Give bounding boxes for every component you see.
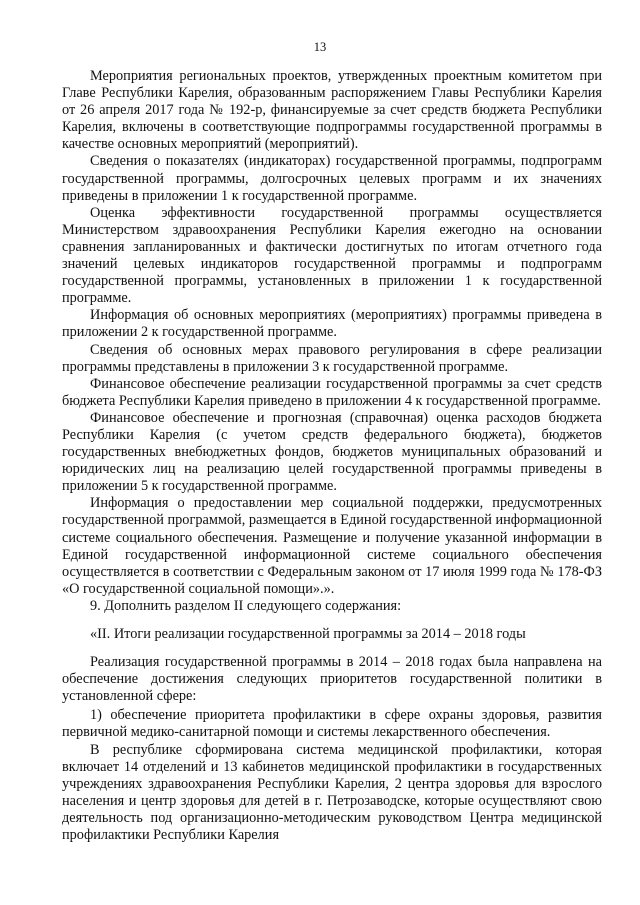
paragraph-legal-regulation: Сведения об основных мерах правового регулирования в сфере реализации программы представлены в приложении 3 к государственной программе. bbox=[62, 341, 602, 375]
paragraph-social-support-info: Информация о предоставлении мер социальной поддержки, предусмотренных государственной программой, размещается в Единой государственной информационной системе социального обеспечения. Размещение и получение указанной информации в Единой государственной информационной системе социального обеспечения осуществляется в соответствии с Федеральным законом от 17 июля 1999 года № 178-ФЗ «О государственной социальной помощи».». bbox=[62, 495, 602, 597]
section-title: «II. Итоги реализации государственной программы за 2014 – 2018 годы bbox=[90, 626, 526, 642]
paragraph-financial-support: Финансовое обеспечение реализации государственной программы за счет средств бюджета Республики Карелия приведено в приложении 4 к государственной программе. bbox=[62, 375, 602, 409]
page-number: 13 bbox=[313, 40, 327, 54]
paragraph-regional-projects: Мероприятия региональных проектов, утвержденных проектным комитетом при Главе Республики Карелия, образованным распоряжением Главы Республики Карелия от 26 апреля 2017 года № 192-р, финансируемые за счет средств бюджета Республики Карелия, включены в соответствующие подпрограммы государственной программы в качестве основных мероприятий (мероприятий). bbox=[62, 68, 602, 153]
paragraph-priority-1: 1) обеспечение приоритета профилактики в сфере охраны здоровья, развития первичной медико-санитарной помощи и системы лекарственного обеспечения. bbox=[62, 707, 602, 741]
paragraph-priorities: Реализация государственной программы в 2014 – 2018 годах была направлена на обеспечение достижения следующих приоритетов государственной политики в установленной сфере: bbox=[62, 654, 602, 705]
paragraph-prevention-system: В республике сформирована система медицинской профилактики, которая включает 14 отделений и 13 кабинетов медицинской профилактики в государственных учреждениях здравоохранения Республики Карелия, 2 центра здоровья для взрослого населения и центр здоровья для детей в г. Петрозаводске, которые осуществляют свою деятельность под организационно-методическим руководством Центра медицинской профилактики Республики Карелия bbox=[62, 741, 602, 844]
document-body bbox=[62, 68, 602, 844]
paragraph-main-activities: Информация об основных мероприятиях (мероприятиях) программы приведена в приложении 2 к государственной программе. bbox=[62, 307, 602, 341]
paragraph-amendment-item-9: 9. Дополнить разделом II следующего содержания: bbox=[90, 597, 402, 614]
paragraph-efficiency-assessment: Оценка эффективности государственной программы осуществляется Министерством здравоохранения Республики Карелия ежегодно на основании сравнения запланированных и фактически достигнутых по итогам отчетного года значений целевых индикаторов государственной программы и подпрограмм государственной программы, установленных в приложении 1 к государственной программе. bbox=[62, 204, 602, 307]
paragraph-indicators: Сведения о показателях (индикаторах) государственной программы, подпрограмм государственной программы, долгосрочных целевых программ и их значениях приведены в приложении 1 к государственной программе. bbox=[62, 153, 602, 204]
paragraph-financial-forecast: Финансовое обеспечение и прогнозная (справочная) оценка расходов бюджета Республики Карелия (с учетом средств федерального бюджета), бюджетов государственных внебюджетных фондов, бюджетов муниципальных образований и юридических лиц на реализацию целей государственной программы приведены в приложении 5 к государственной программе. bbox=[62, 409, 602, 495]
